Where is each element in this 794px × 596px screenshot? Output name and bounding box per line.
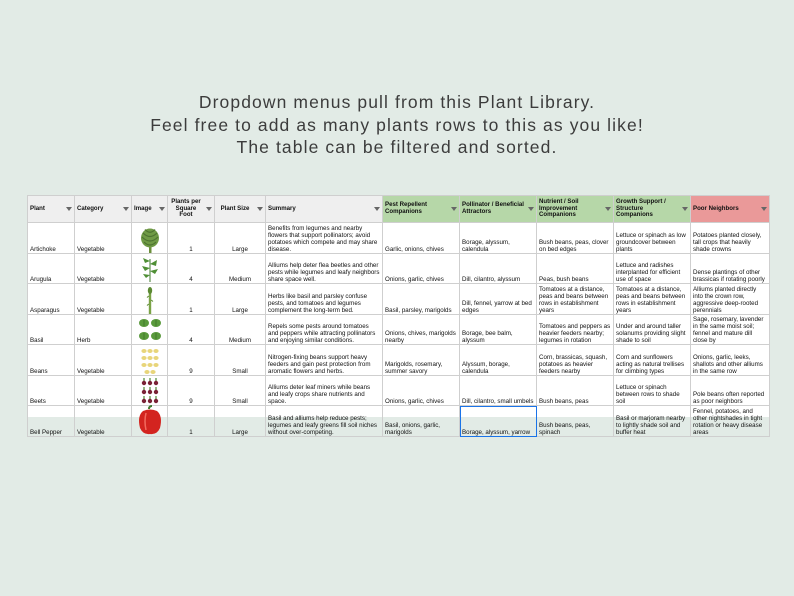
cell-growth-support[interactable]: Corn and sunflowers acting as natural trellises for climbing types: [614, 345, 691, 376]
cell-summary[interactable]: Nitrogen-fixing beans support heavy feeders and gain pest protection from aromatic flowers and herbs.: [266, 345, 383, 376]
cell-poor-neighbors[interactable]: Sage, rosemary, lavender in the same moist soil; fennel and mature dill close by: [691, 314, 770, 345]
cell-image[interactable]: [132, 375, 168, 406]
cell-poor-neighbors[interactable]: Potatoes planted closely, tall crops that heavily shade crowns: [691, 223, 770, 254]
cell-plant-size[interactable]: Small: [215, 345, 266, 376]
filter-icon[interactable]: [257, 207, 263, 211]
beans-icon: [138, 347, 162, 375]
filter-icon[interactable]: [66, 207, 72, 211]
cell-plant[interactable]: Beets: [28, 375, 75, 406]
cell-category[interactable]: Herb: [75, 314, 132, 345]
cell-nutrient[interactable]: Tomatoes at a distance, peas and beans between rows in establishment years: [537, 284, 614, 315]
table-row: [28, 223, 770, 254]
cell-poor-neighbors[interactable]: Fennel, potatoes, and other nightshades in tight rotation or heavy disease areas: [691, 406, 770, 437]
filter-icon[interactable]: [159, 207, 165, 211]
filter-icon[interactable]: [206, 207, 212, 211]
cell-plants-per-sqft[interactable]: 1: [168, 223, 215, 254]
cell-pollinator[interactable]: Alyssum, borage, calendula: [460, 345, 537, 376]
filter-icon[interactable]: [123, 207, 129, 211]
cell-plant[interactable]: Arugula: [28, 253, 75, 284]
plant-library-table: [27, 195, 770, 437]
header-growth-support[interactable]: Growth Support / Structure Companions: [614, 196, 691, 223]
cell-pollinator[interactable]: Borage, alyssum, calendula: [460, 223, 537, 254]
cell-plants-per-sqft[interactable]: 4: [168, 314, 215, 345]
cell-category[interactable]: Vegetable: [75, 253, 132, 284]
cell-nutrient[interactable]: Bush beans, peas: [537, 375, 614, 406]
filter-icon[interactable]: [374, 207, 380, 211]
cell-nutrient[interactable]: Bush beans, peas, clover on bed edges: [537, 223, 614, 254]
header-plant-size[interactable]: Plant Size: [215, 196, 266, 223]
cell-summary[interactable]: Alliums deter leaf miners while beans and leafy crops share nutrients and space.: [266, 375, 383, 406]
arugula-icon: [138, 255, 162, 283]
cell-pollinator[interactable]: Dill, cilantro, alyssum: [460, 253, 537, 284]
header-pollinator[interactable]: Pollinator / Beneficial Attractors: [460, 196, 537, 223]
instruction-caption: [0, 91, 794, 159]
cell-summary[interactable]: Repels some pests around tomatoes and peppers while attracting pollinators and enjoying similar conditions.: [266, 314, 383, 345]
table-row: [28, 345, 770, 376]
table-row: [28, 406, 770, 437]
cell-category[interactable]: Vegetable: [75, 223, 132, 254]
cell-plant[interactable]: Artichoke: [28, 223, 75, 254]
cell-plant-size[interactable]: Medium: [215, 253, 266, 284]
cell-plants-per-sqft[interactable]: 1: [168, 284, 215, 315]
cell-poor-neighbors[interactable]: Pole beans often reported as poor neighbors: [691, 375, 770, 406]
artichoke-icon: [138, 225, 162, 253]
cell-nutrient[interactable]: Corn, brassicas, squash, potatoes as heavier feeders nearby: [537, 345, 614, 376]
cell-pollinator[interactable]: Borage, bee balm, alyssum: [460, 314, 537, 345]
header-image[interactable]: Image: [132, 196, 168, 223]
header-category[interactable]: Category: [75, 196, 132, 223]
header-summary[interactable]: Summary: [266, 196, 383, 223]
cell-plants-per-sqft[interactable]: 1: [168, 406, 215, 437]
cell-image[interactable]: [132, 345, 168, 376]
caption-line-3: The table can be filtered and sorted.: [236, 137, 558, 157]
cell-plants-per-sqft[interactable]: 4: [168, 253, 215, 284]
filter-icon[interactable]: [528, 207, 534, 211]
cell-category[interactable]: Vegetable: [75, 406, 132, 437]
cell-summary[interactable]: Herbs like basil and parsley confuse pests, and tomatoes and legumes complement the long-term bed.: [266, 284, 383, 315]
cell-plant[interactable]: Bell Pepper: [28, 406, 75, 437]
cell-image[interactable]: [132, 253, 168, 284]
cell-pest-repellent[interactable]: Onions, garlic, chives: [383, 253, 460, 284]
cell-image[interactable]: [132, 314, 168, 345]
cell-nutrient[interactable]: Bush beans, peas, spinach: [537, 406, 614, 437]
beets-icon: [138, 377, 162, 405]
cell-plants-per-sqft[interactable]: 9: [168, 375, 215, 406]
header-plant[interactable]: Plant: [28, 196, 75, 223]
header-poor-neighbors[interactable]: Poor Neighbors: [691, 196, 770, 223]
caption-line-2: Feel free to add as many plants rows to this as you like!: [150, 114, 644, 135]
bell-pepper-icon: [136, 406, 164, 436]
cell-pest-repellent[interactable]: Onions, chives, marigolds nearby: [383, 314, 460, 345]
caption-line-1: Dropdown menus pull from this Plant Library.: [198, 92, 596, 112]
cell-poor-neighbors[interactable]: Onions, garlic, leeks, shallots and other alliums in the same row: [691, 345, 770, 376]
cell-pest-repellent[interactable]: Basil, parsley, marigolds: [383, 284, 460, 315]
cell-pest-repellent[interactable]: Marigolds, rosemary, summer savory: [383, 345, 460, 376]
cell-pest-repellent[interactable]: Garlic, onions, chives: [383, 223, 460, 254]
table-row: [28, 375, 770, 406]
cell-summary[interactable]: Alliums help deter flea beetles and other pests while legumes and leafy neighbors share space well.: [266, 253, 383, 284]
table-row: [28, 284, 770, 315]
cell-growth-support[interactable]: Tomatoes at a distance, peas and beans between rows in establishment years: [614, 284, 691, 315]
cell-summary[interactable]: Benefits from legumes and nearby flowers that support pollinators; avoid potatoes which compete and may share disease.: [266, 223, 383, 254]
cell-poor-neighbors[interactable]: Alliums planted directly into the crown row, aggressive deep-rooted perennials: [691, 284, 770, 315]
cell-growth-support[interactable]: Lettuce or spinach as low groundcover between plants: [614, 223, 691, 254]
cell-category[interactable]: Vegetable: [75, 284, 132, 315]
header-plants-per-sqft[interactable]: Plants per Square Foot: [168, 196, 215, 223]
cell-plant[interactable]: Basil: [28, 314, 75, 345]
cell-image[interactable]: [132, 284, 168, 315]
cell-summary[interactable]: Basil and alliums help reduce pests; legumes and leafy greens fill soil niches without over-competing.: [266, 406, 383, 437]
basil-icon: [136, 316, 164, 344]
asparagus-icon: [138, 286, 162, 314]
cell-growth-support[interactable]: Lettuce or spinach between rows to shade soil: [614, 375, 691, 406]
cell-pest-repellent[interactable]: Onions, garlic, chives: [383, 375, 460, 406]
cell-growth-support[interactable]: Basil or marjoram nearby to lightly shade soil and buffer heat: [614, 406, 691, 437]
cell-category[interactable]: Vegetable: [75, 375, 132, 406]
filter-icon[interactable]: [451, 207, 457, 211]
cell-nutrient[interactable]: Peas, bush beans: [537, 253, 614, 284]
cell-poor-neighbors[interactable]: Dense plantings of other brassicas if rotating poorly: [691, 253, 770, 284]
cell-pollinator[interactable]: Borage, alyssum, yarrow: [460, 406, 537, 437]
plant-library-sheet: [27, 195, 769, 436]
header-pest-repellent[interactable]: Pest Repellent Companions: [383, 196, 460, 223]
cell-plants-per-sqft[interactable]: 9: [168, 345, 215, 376]
cell-growth-support[interactable]: Lettuce and radishes interplanted for efficient use of space: [614, 253, 691, 284]
cell-category[interactable]: Vegetable: [75, 345, 132, 376]
cell-plant-size[interactable]: Medium: [215, 314, 266, 345]
header-nutrient[interactable]: Nutrient / Soil Improvement Companions: [537, 196, 614, 223]
cell-plant-size[interactable]: Small: [215, 375, 266, 406]
cell-plant[interactable]: Asparagus: [28, 284, 75, 315]
cell-image[interactable]: [132, 406, 168, 437]
table-row: [28, 253, 770, 284]
cell-pollinator[interactable]: Dill, cilantro, small umbels: [460, 375, 537, 406]
header-row: [28, 196, 770, 223]
filter-icon[interactable]: [682, 207, 688, 211]
cell-pollinator[interactable]: Dill, fennel, yarrow at bed edges: [460, 284, 537, 315]
cell-growth-support[interactable]: Under and around taller solanums providing slight shade to soil: [614, 314, 691, 345]
table-row: [28, 314, 770, 345]
cell-plant-size[interactable]: Large: [215, 223, 266, 254]
cell-image[interactable]: [132, 223, 168, 254]
filter-icon[interactable]: [761, 207, 767, 211]
filter-icon[interactable]: [605, 207, 611, 211]
cell-plant-size[interactable]: Large: [215, 284, 266, 315]
cell-pest-repellent[interactable]: Basil, onions, garlic, marigolds: [383, 406, 460, 437]
cell-plant[interactable]: Beans: [28, 345, 75, 376]
cell-plant-size[interactable]: Large: [215, 406, 266, 437]
cell-nutrient[interactable]: Tomatoes and peppers as heavier feeders nearby; legumes in rotation: [537, 314, 614, 345]
